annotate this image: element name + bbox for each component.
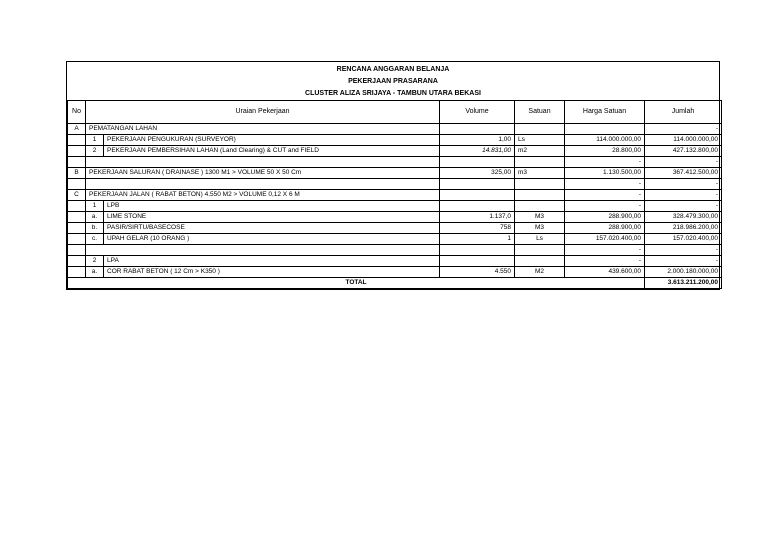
col-uraian: Uraian Pekerjaan (86, 101, 440, 124)
col-jumlah: Jumlah (645, 101, 722, 124)
header-title: RENCANA ANGGARAN BELANJA (336, 66, 450, 73)
total-value: 3.613.211.200,00 (645, 278, 722, 289)
budget-sheet (66, 61, 720, 290)
header-subtitle: PEKERJAAN PRASARANA (348, 78, 438, 85)
table-row: C PEKERJAAN JALAN ( RABAT BETON) 4.550 M2 > VOLUME 0,12 X 6 M - - (68, 190, 722, 201)
table-row: a. LIME STONE 1.137,0 M3 288.900,00 328.479.300,00 (68, 212, 722, 223)
sheet-header (67, 62, 719, 100)
col-volume: Volume (440, 101, 515, 124)
col-no: No (68, 101, 86, 124)
table-row: A PEMATANGAN LAHAN - (68, 124, 722, 135)
table-row: - - (68, 245, 722, 256)
header-location: CLUSTER ALIZA SRIJAYA - TAMBUN UTARA BEKASI (305, 90, 481, 97)
table-row: b. PASIR/SIRTU/BASECOSE 758 M3 288.900,00 218.986.200,00 (68, 223, 722, 234)
total-label: TOTAL (68, 278, 645, 289)
table-header-row (68, 101, 722, 124)
table-row: 2 PEKERJAAN PEMBERSIHAN LAHAN (Land Clearing) & CUT and FIELD 14.831,00 m2 28.800,00 427.132.800,00 (68, 146, 722, 157)
table-row: 1 LPB - - (68, 201, 722, 212)
table-row: c. UPAH GELAR (10 ORANG ) 1 Ls 157.020.400,00 157.020.400,00 (68, 234, 722, 245)
table-row: 1 PEKERJAAN PENGUKURAN (SURVEYOR) 1,00 Ls 114.000.000,00 114.000.000,00 (68, 135, 722, 146)
table-row: - - (68, 157, 722, 168)
table-row: - - (68, 179, 722, 190)
col-harga: Harga Satuan (565, 101, 645, 124)
table-row: a. COR RABAT BETON ( 12 Cm > K350 ) 4.550 M2 439.600,00 2.000.180.000,00 (68, 267, 722, 278)
total-row (68, 278, 722, 289)
table-row: B PEKERJAAN SALURAN ( DRAINASE ) 1300 M1 > VOLUME 50 X 50 Cm 325,00 m3 1.130.500,00 367.412.500,00 (68, 168, 722, 179)
col-satuan: Satuan (515, 101, 565, 124)
budget-table (67, 100, 722, 289)
table-row: 2 LPA - - (68, 256, 722, 267)
